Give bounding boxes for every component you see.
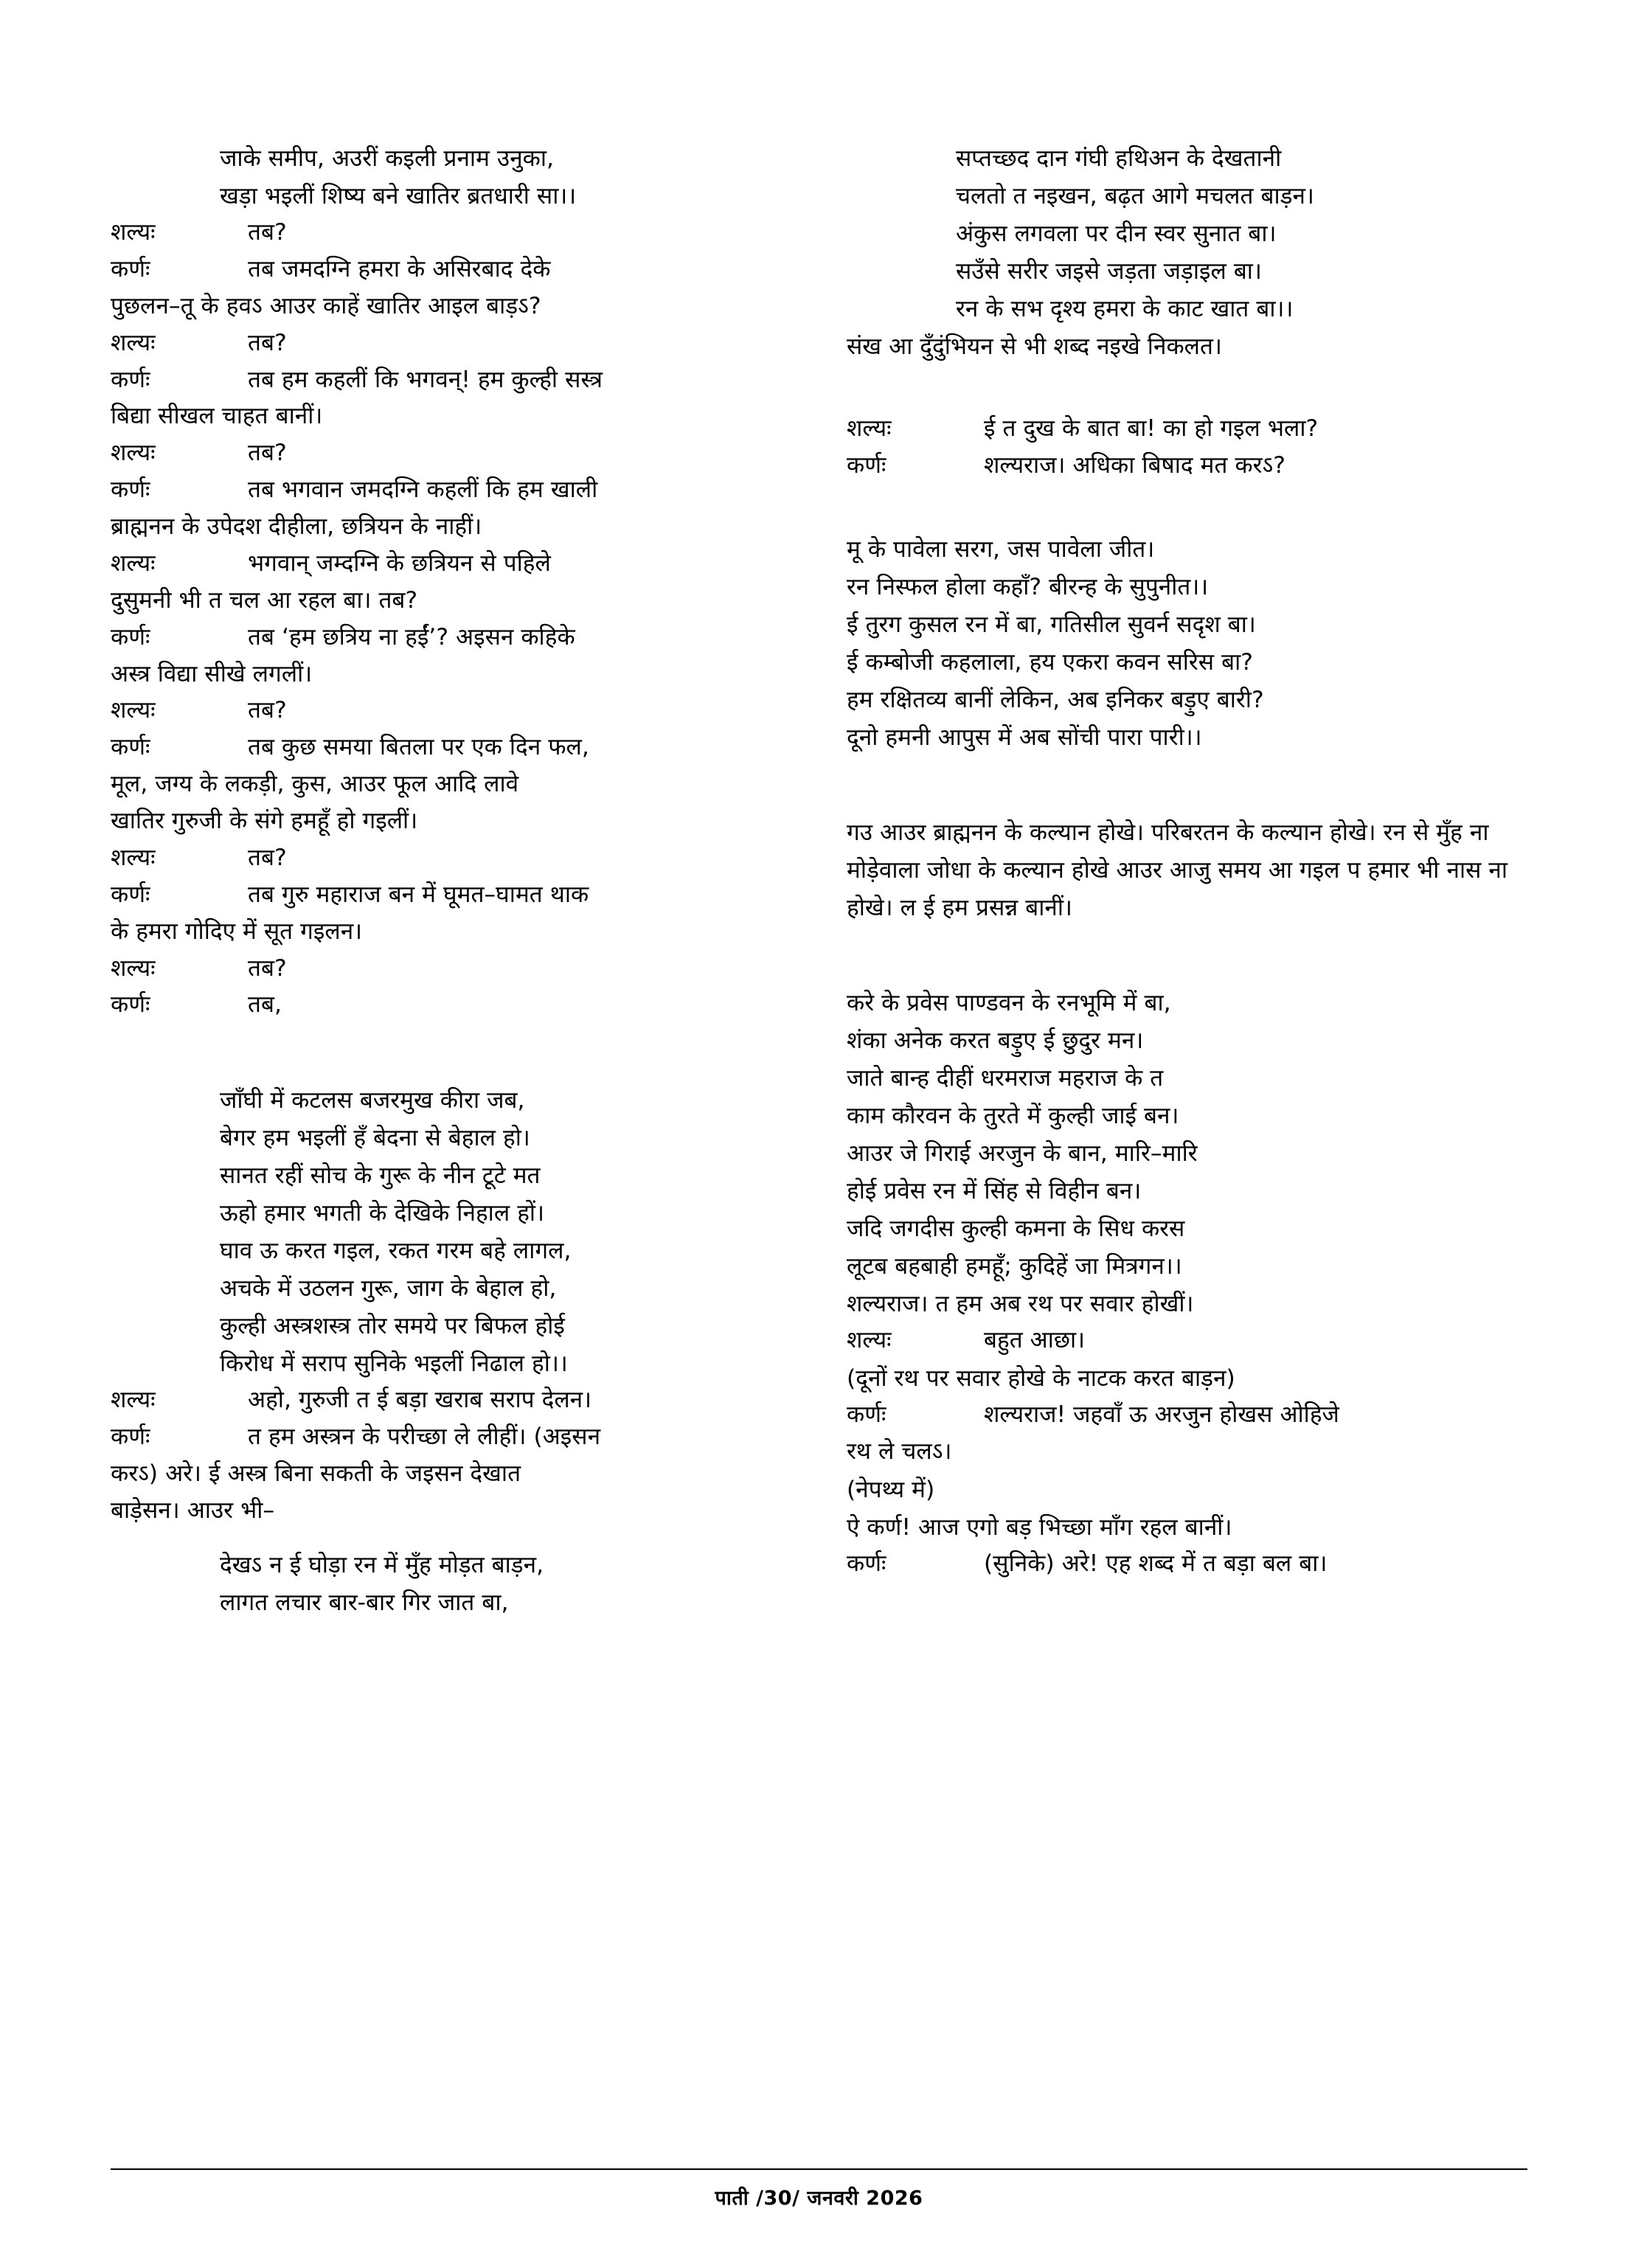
verse-line: मू के पावेला सरग, जस पावेला जीत। [847,535,1155,563]
dialogue-text: बहुत आछा। [984,1327,1086,1354]
verse-line: देखऽ न ई घोड़ा रन में मुँह मोड़त बाड़न, [220,1551,544,1578]
verse-line: आउर जे गिराई अरजुन के बान, मारि–मारि [847,1140,1198,1168]
dialogue-text: तब? [248,954,287,982]
dialogue-line [847,1398,1525,1433]
verse-line: लूटब बहबाही हमहूँ; कुदिहें जा मित्रगन।। [847,1253,1182,1280]
dialogue-line [111,693,789,729]
verse-line: रन के सभ दृश्य हमरा के काट खात बा।। [956,296,1294,323]
dialogue-line [111,436,789,471]
dialogue-continuation: रथ ले चलऽ। [847,1438,952,1465]
speaker-label: कर्णः [111,991,150,1019]
dialogue-text: तब कुछ समया बितला पर एक दिन फल, [248,734,589,761]
verse-line: जाते बान्ह दीहीं धरमराज महराज के त [847,1065,1164,1092]
verse-line: जाके समीप, अउरीं कइली प्रनाम उनुका, [220,145,555,172]
speaker-label: कर्णः [847,451,886,479]
dialogue-text: तब ‘हम छत्रिय ना हईं’? अइसन कहिके [248,623,575,651]
speaker-label: कर्णः [111,734,150,761]
dialogue-text: तब गुरु महाराज बन में घूमत–घामत थाक [248,881,589,908]
verse-line: ई तुरग कुसल रन में बा, गतिसील सुवर्न सदृश बा। [847,611,1256,638]
dialogue-line [111,252,789,288]
dialogue-continuation: पुछलन–तू के हवऽ आउर काहें खातिर आइल बाड़ऽ? [111,292,541,319]
dialogue-text: तब? [248,329,287,356]
verse-block-right-middle [847,531,1525,757]
verse-line: होई प्रवेस रन में सिंह से विहीन बन। [847,1178,1142,1205]
page-footer [111,2168,1527,2210]
dialogue-text: भगवान् जम्दग्नि के छत्रियन से पहिले [248,549,551,577]
spacer [111,1024,789,1082]
dialogue-text: ई त दुख के बात बा! का हो गइल भला? [984,415,1319,443]
dialogue-text: तब भगवान जमदग्नि कहलीं कि हम खाली [248,476,598,504]
dialogue-line [111,988,789,1023]
dialogue-text: तब हम कहलीं कि भगवन्! हम कुल्ही सस्त्र [248,366,603,393]
dialogue-continuation: के हमरा गोदिए में सूत गइलन। [111,918,363,945]
dialogue-line [111,215,789,251]
verse-line: दूनो हमनी आपुस में अब सोंची पारा पारी।। [847,724,1202,751]
dialogue-line [111,620,789,656]
verse-line: सानत रहीं सोच के गुरू के नीन टूटे मत [220,1162,541,1190]
dialogue-continuation: बिद्या सीखल चाहत बानीं। [111,403,323,430]
right-column [847,140,1525,1584]
speaker-label: शल्यः [111,329,156,356]
dialogue-text: तब? [248,697,287,724]
speaker-label: शल्यः [111,844,156,871]
verse-line: लागत लचार बार-बार गिर जात बा, [220,1589,509,1616]
verse-line: अंकुस लगवला पर दीन स्वर सुनात बा। [956,221,1277,248]
dialogue-line [111,547,789,582]
dialogue-continuation: खातिर गुरुजी के संगे हमहूँ हो गइलीं। [111,808,418,835]
left-column [111,140,789,1622]
verse-line: काम कौरवन के तुरते में कुल्ही जाई बन। [847,1103,1179,1130]
dialogue-line [111,841,789,876]
dialogue-continuation: अस्त्र विद्या सीखे लगलीं। [111,660,313,687]
verse-line: जदि जगदीस कुल्ही कमना के सिध करस [847,1216,1185,1243]
dialogue-continuation: दुसुमनी भी त चल आ रहल बा। तब? [111,586,418,614]
spacer [847,927,1525,985]
verse-line: शंका अनेक करत बड़ुए ई छुदुर मन। [847,1027,1144,1054]
speaker-label: कर्णः [111,366,150,393]
verse-block-left-bottom [111,1547,789,1622]
dialogue-continuation: करऽ) अरे। ई अस्त्र बिना सकती के जइसन देखात [111,1460,521,1488]
verse-line: सउँसे सरीर जइसे जड़ता जड़ाइल बा। [956,258,1262,285]
speaker-label: शल्यः [111,954,156,982]
dialogue-text: तब, [248,991,282,1019]
verse-line: कुल्ही अस्त्रशस्त्र तोर समये पर बिफल होई [220,1313,565,1340]
dialogue-line [847,448,1525,484]
dialogue-line [111,326,789,361]
speaker-label: कर्णः [111,1423,150,1451]
dialogue-line [111,730,789,766]
verse-line: अचके में उठलन गुरू, जाग के बेहाल हो, [220,1275,557,1303]
verse-block-right-bottom [847,985,1525,1286]
dialogue-continuation: बाड़ेसन। आउर भी– [111,1497,275,1525]
dialogue-text: त हम अस्त्रन के परीच्छा ले लीहीं। (अइसन [248,1423,601,1451]
verse-line: सप्तच्छद दान गंघी हथिअन के देखतानी [956,145,1282,172]
speaker-label: कर्णः [111,881,150,908]
footer-text: पाती /30/ जनवरी 2026 [715,2187,923,2210]
spacer [847,366,1525,412]
verse-line: बेगर हम भइलीं हँ बेदना से बेहाल हो। [220,1125,530,1152]
prose-line: संख आ दुँदुंभियन से भी शब्द नइखे निकलत। [847,333,1222,361]
verse-line: हम रक्षितव्य बानीं लेकिन, अब इनिकर बड़ुए बारी? [847,686,1264,713]
dialogue-text: तब? [248,844,287,871]
verse-block-left-middle [111,1082,789,1383]
verse-block-left-top [111,140,789,215]
dialogue-line [111,1420,789,1455]
dialogue-line [111,951,789,987]
speaker-label: कर्णः [847,1401,886,1429]
dialogue-line [111,363,789,398]
spacer [847,485,1525,531]
dialogue-line [847,1323,1525,1359]
offstage-voice-line: ऐ कर्ण! आज एगो बड़ भिच्छा माँग रहल बानीं। [847,1513,1232,1541]
speaker-label: शल्यः [111,440,156,467]
stage-direction: (दूनों रथ पर सवार होखे के नाटक करत बाड़न) [847,1365,1235,1392]
verse-line: ऊहो हमार भगती के देखिके निहाल हों। [220,1200,545,1227]
dialogue-continuation: ब्राह्मनन के उपेदश दीहीला, छत्रियन के नाहीं। [111,513,482,541]
dialogue-line [111,878,789,913]
speaker-label: कर्णः [111,623,150,651]
prose-paragraph: गउ आउर ब्राह्मनन के कल्यान होखे। परिबरतन के कल्यान होखे। रन से मुँह ना मोड़ेवाला जोधा के कल्यान होखे आउर आजु समय आ गइल प हमार भी नास ना होखे। ल ई हम प्रसन्न बानीं। [847,819,1508,921]
verse-line: रन निस्फल होला कहाँ? बीरन्ह के सुपुनीत।। [847,573,1209,600]
verse-line: करे के प्रवेस पाण्डवन के रनभूमि में बा, [847,989,1171,1016]
speaker-label: कर्णः [111,476,150,504]
speaker-label: शल्यः [111,1387,156,1414]
spacer [847,757,1525,814]
dialogue-text: शल्यराज। अधिका बिषाद मत करऽ? [984,451,1285,479]
dialogue-continuation: मूल, जग्य के लकड़ी, कुस, आउर फूल आदि लावे [111,771,519,798]
verse-line: खड़ा भइलीं शिष्य बने खातिर ब्रतधारी सा।। [220,183,577,210]
speaker-label: शल्यः [111,549,156,577]
verse-block-right-top [847,140,1525,328]
footer-divider [111,2168,1527,2170]
dialogue-text: तब जमदग्नि हमरा के असिरबाद देके [248,255,551,282]
verse-line: किरोध में सराप सुनिके भइलीं निढाल हो।। [220,1350,568,1378]
speaker-label: कर्णः [847,1550,886,1577]
dialogue-line [111,473,789,508]
two-column-body [111,140,1527,1622]
verse-line: जाँघी में कटलस बजरमुख कीरा जब, [220,1087,525,1114]
verse-line: ई कम्बोजी कहलाला, हय एकरा कवन सरिस बा? [847,648,1253,676]
dialogue-line [847,412,1525,447]
dialogue-text: अहो, गुरुजी त ई बड़ा खराब सराप देलन। [248,1387,592,1414]
spacer [111,1530,789,1547]
speaker-label: शल्यः [847,1327,892,1354]
speaker-label: शल्यः [111,219,156,246]
dialogue-text: (सुनिके) अरे! एह शब्द में त बड़ा बल बा। [984,1550,1328,1577]
speaker-label: शल्यः [847,415,892,443]
verse-line: घाव ऊ करत गइल, रकत गरम बहे लागल, [220,1238,572,1265]
speaker-label: कर्णः [111,255,150,282]
dialogue-line [847,1547,1525,1582]
verse-line: चलतो त नइखन, बढ़त आगे मचलत बाड़न। [956,183,1314,210]
dialogue-line [111,1383,789,1418]
dialogue-text: तब? [248,219,287,246]
speaker-label: शल्यः [111,697,156,724]
dialogue-text: तब? [248,440,287,467]
dialogue-text: शल्यराज! जहवाँ ऊ अरजुन होखस ओहिजे [984,1401,1339,1429]
stage-direction: (नेपथ्य में) [847,1476,935,1503]
prose-line: शल्यराज। त हम अब रथ पर सवार होखीं। [847,1291,1194,1318]
